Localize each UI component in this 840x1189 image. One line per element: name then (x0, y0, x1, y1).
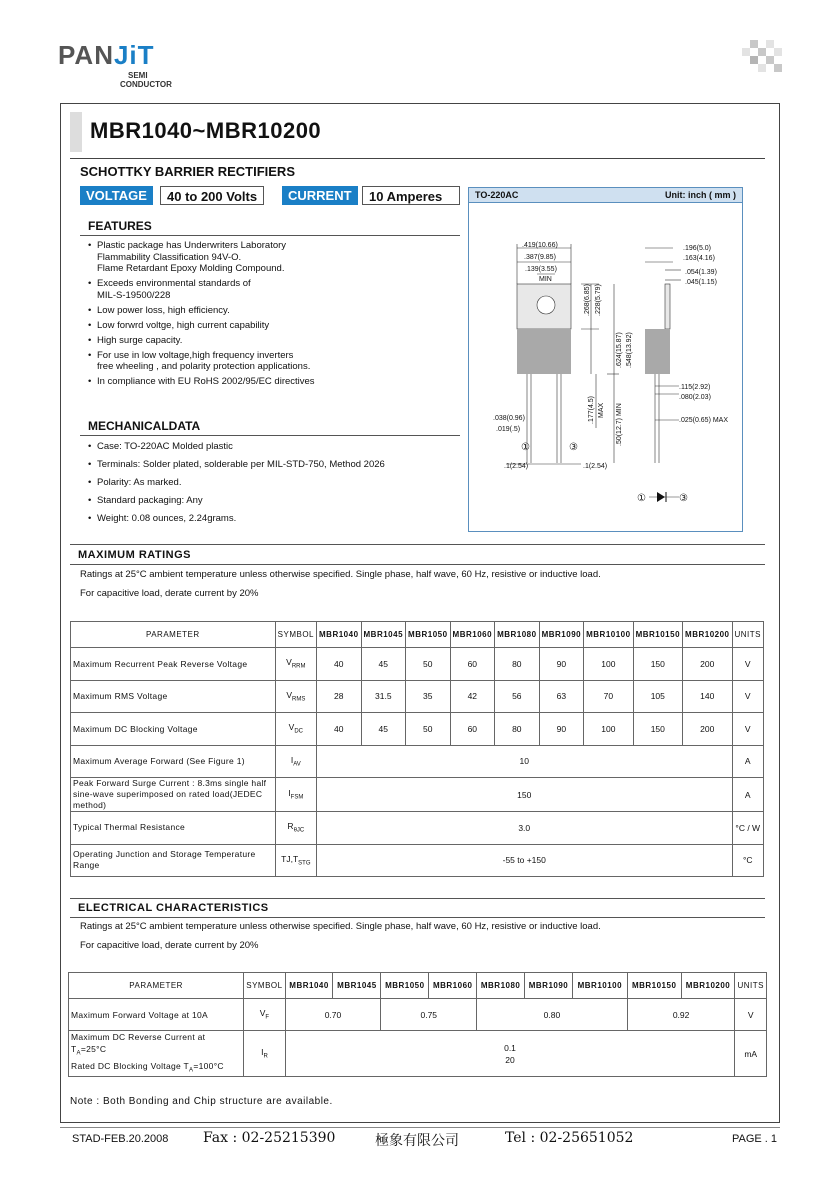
mechanical-item: • Case: TO-220AC Molded plastic (88, 441, 233, 452)
feature-item: free wheeling , and polarity protection applications. (97, 361, 311, 372)
mechanical-divider (80, 435, 460, 436)
symbol-cell: $V_{RRM}$ (275, 648, 316, 681)
value-cell: 100 (584, 713, 633, 746)
ir-symbol: $I_R$ (244, 1031, 285, 1077)
column-header: MBR1045 (361, 622, 406, 648)
param-cell: Operating Junction and Storage Temperature Range (71, 844, 276, 877)
dim-d6: .624(15.87) (616, 332, 623, 368)
dim-d19: .080(2.03) (679, 394, 711, 401)
max-ratings-rule (70, 564, 765, 565)
table-row (71, 680, 764, 713)
feature-item: Flammability Classification 94V-O. (97, 251, 242, 263)
dim-d3b: MIN (539, 276, 552, 283)
column-header: MBR10150 (633, 622, 682, 648)
column-header: MBR1090 (539, 622, 584, 648)
footer-page: PAGE . 1 (732, 1133, 778, 1145)
value-cell: 80 (495, 713, 540, 746)
diode-cathode-label: ③ (679, 493, 688, 504)
dim-d3: .139(3.55) (525, 266, 557, 273)
max-ratings-note-1: Ratings at 25°C ambient temperature unless otherwise specified. Single phase, half wave, 60 Hz, resistive or inductive load. (80, 569, 601, 580)
value-cell: 150 (317, 778, 733, 812)
column-header: SYMBOL (244, 973, 285, 999)
dim-d17: .045(1.15) (685, 279, 717, 286)
dim-d1: .419(10.66) (522, 242, 558, 249)
vf-unit: V (735, 999, 767, 1031)
vf-value-2: 0.75 (381, 999, 477, 1031)
table-row (71, 844, 764, 877)
voltage-label: VOLTAGE (80, 186, 153, 205)
value-cell: 140 (683, 680, 732, 713)
symbol-cell: $TJ,T_{STG}$ (275, 844, 316, 877)
value-cell: 200 (683, 648, 732, 681)
unit-cell: A (732, 745, 764, 778)
mechanical-item: • Terminals: Solder plated, solderable per MIL-STD-750, Method 2026 (88, 459, 385, 470)
value-cell: 150 (633, 648, 682, 681)
electrical-note-2: For capacitive load, derate current by 20% (80, 940, 259, 951)
value-cell: 50 (406, 713, 451, 746)
value-cell: 50 (406, 648, 451, 681)
column-header: MBR10150 (627, 973, 681, 999)
page-title: MBR1040~MBR10200 (90, 118, 322, 143)
feature-item: Flame Retardant Epoxy Molding Compound. (97, 263, 285, 274)
dim-d8b: MAX (598, 402, 605, 418)
value-cell: 105 (633, 680, 682, 713)
pin-1-label: ① (521, 442, 530, 453)
param-cell: Maximum RMS Voltage (71, 680, 276, 713)
dim-d9: .50(12.7) MIN (616, 403, 623, 446)
symbol-cell: $V_{DC}$ (275, 713, 316, 746)
voltage-value: 40 to 200 Volts (160, 186, 264, 205)
value-cell: 90 (539, 648, 584, 681)
footer-rule (60, 1127, 780, 1128)
column-header: UNITS (735, 973, 767, 999)
value-cell: 60 (450, 648, 495, 681)
param-cell: Maximum Recurrent Peak Reverse Voltage (71, 648, 276, 681)
value-cell: 70 (584, 680, 633, 713)
title-marker (70, 112, 82, 152)
max-ratings-top-rule (70, 544, 765, 545)
vf-symbol: $V_F$ (244, 999, 285, 1031)
package-outline-svg (469, 188, 744, 533)
unit-cell: V (732, 680, 764, 713)
value-cell: -55 to +150 (317, 844, 733, 877)
column-header: MBR1090 (525, 973, 573, 999)
symbol-cell: $V_{RMS}$ (275, 680, 316, 713)
symbol-cell: $I_{AV}$ (275, 745, 316, 778)
column-header: MBR1050 (381, 973, 429, 999)
value-cell: 150 (633, 713, 682, 746)
features-heading: FEATURES (88, 219, 152, 233)
table-row (71, 713, 764, 746)
column-header: MBR10100 (572, 973, 627, 999)
mechanical-item: • Weight: 0.08 ounces, 2.24grams. (88, 513, 237, 524)
dim-d8: .177(4.5) (588, 395, 595, 424)
electrical-table (68, 972, 767, 1077)
decorative-pattern (742, 40, 782, 80)
symbol-cell: $I_{FSM}$ (275, 778, 316, 812)
value-cell: 200 (683, 713, 732, 746)
value-cell: 56 (495, 680, 540, 713)
value-cell: 80 (495, 648, 540, 681)
electrical-note-1: Ratings at 25°C ambient temperature unless otherwise specified. Single phase, half wave, 60 Hz, resistive or inductive load. (80, 921, 601, 932)
dim-d12: .1(2.54) (504, 463, 529, 470)
feature-item: MIL-S-19500/228 (97, 289, 171, 301)
value-cell: 35 (406, 680, 451, 713)
value-cell: 90 (539, 713, 584, 746)
feature-item: • Low forwrd voltge, high current capability (88, 319, 270, 331)
package-name: TO-220AC (475, 190, 519, 200)
max-ratings-heading: MAXIMUM RATINGS (78, 549, 192, 561)
feature-item: • For use in low voltage,high frequency inverters (88, 349, 294, 361)
column-header: MBR1045 (333, 973, 381, 999)
column-header: MBR10200 (681, 973, 735, 999)
electrical-heading: ELECTRICAL CHARACTERISTICS (78, 902, 269, 914)
value-cell: 60 (450, 713, 495, 746)
logo-jit: JiT (113, 40, 155, 70)
value-cell: 42 (450, 680, 495, 713)
max-ratings-table (70, 621, 764, 877)
table-row (71, 745, 764, 778)
dim-d16: .054(1.39) (685, 269, 717, 276)
column-header: MBR10200 (683, 622, 732, 648)
column-header: MBR1050 (406, 622, 451, 648)
vf-param: Maximum Forward Voltage at 10A (69, 999, 244, 1031)
electrical-top-rule (70, 898, 765, 899)
value-cell: 63 (539, 680, 584, 713)
table-row (69, 1031, 767, 1077)
unit-cell: °C (732, 844, 764, 877)
pin-3-label: ③ (569, 442, 578, 453)
features-divider (80, 235, 460, 236)
vf-value-4: 0.92 (627, 999, 735, 1031)
dim-d14: .196(5.0) (683, 245, 712, 252)
footer-doc-id: STAD-FEB.20.2008 (72, 1133, 169, 1145)
mechanical-item: • Standard packaging: Any (88, 495, 203, 506)
value-cell: 45 (361, 648, 406, 681)
max-ratings-note-2: For capacitive load, derate current by 20% (80, 588, 259, 599)
footer-fax: Fax : 02-25215390 (203, 1130, 336, 1146)
package-drawing (468, 187, 743, 532)
ir-param: Maximum DC Reverse Current at $T_A=25^\circ C$ Rated DC Blocking Voltage $T_A=100^\circ C$ (69, 1031, 244, 1077)
feature-item: • Low power loss, high efficiency. (88, 304, 230, 316)
symbol-cell: $R_{\theta JC}$ (275, 812, 316, 845)
param-cell: Maximum Average Forward (See Figure 1) (71, 745, 276, 778)
param-cell: Maximum DC Blocking Voltage (71, 713, 276, 746)
table-row (69, 999, 767, 1031)
current-label: CURRENT (282, 186, 358, 205)
column-header: SYMBOL (275, 622, 316, 648)
column-header: PARAMETER (71, 622, 276, 648)
dim-d2: .387(9.85) (524, 254, 556, 261)
dim-d18: .115(2.92) (679, 384, 711, 391)
unit-cell: A (732, 778, 764, 812)
column-header: UNITS (732, 622, 764, 648)
column-header: MBR1040 (285, 973, 333, 999)
diode-anode-label: ① (637, 493, 646, 504)
current-value: 10 Amperes (362, 186, 460, 205)
feature-item: • Plastic package has Underwriters Laboratory (88, 240, 287, 251)
dim-d13: .1(2.54) (583, 463, 608, 470)
table-row (71, 812, 764, 845)
footer-tel: Tel : 02-25651052 (505, 1130, 634, 1146)
column-header: MBR10100 (584, 622, 633, 648)
package-unit: Unit: inch ( mm ) (665, 190, 736, 200)
dim-d4: .268(6.85) (584, 284, 591, 316)
feature-item: • High surge capacity. (88, 334, 183, 346)
unit-cell: V (732, 648, 764, 681)
table-row (71, 778, 764, 812)
mechanical-heading: MECHANICALDATA (88, 419, 201, 433)
column-header: MBR1060 (450, 622, 495, 648)
electrical-rule (70, 917, 765, 918)
value-cell: 28 (317, 680, 362, 713)
unit-cell: V (732, 713, 764, 746)
page-subtitle: SCHOTTKY BARRIER RECTIFIERS (80, 164, 295, 179)
ir-unit: mA (735, 1031, 767, 1077)
param-cell: Peak Forward Surge Current : 8.3ms single half sine-wave superimposed on rated load(JEDEC method) (71, 778, 276, 812)
ir-values: 0.1 20 (285, 1031, 735, 1077)
value-cell: 100 (584, 648, 633, 681)
value-cell: 45 (361, 713, 406, 746)
column-header: PARAMETER (69, 973, 244, 999)
package-body (517, 329, 571, 374)
dim-d7: .548(13.92) (626, 332, 633, 368)
dim-d10: .038(0.96) (493, 415, 525, 422)
value-cell: 3.0 (317, 812, 733, 845)
value-cell: 31.5 (361, 680, 406, 713)
value-cell: 40 (317, 648, 362, 681)
dim-d11: .019(.5) (496, 426, 521, 433)
unit-cell: °C / W (732, 812, 764, 845)
feature-item: • Exceeds environmental standards of (88, 278, 251, 289)
logo-pan: PAN (58, 40, 114, 70)
footer-company: 極象有限公司 (375, 1133, 459, 1149)
logo-conductor: CONDUCTOR (120, 80, 172, 89)
brand-logo (58, 40, 172, 89)
column-header: MBR1080 (477, 973, 525, 999)
package-mount-hole (537, 296, 555, 314)
feature-item: • In compliance with EU RoHS 2002/95/EC directives (88, 376, 315, 387)
vf-value-1: 0.70 (285, 999, 381, 1031)
value-cell: 10 (317, 745, 733, 778)
vf-value-3: 0.80 (477, 999, 628, 1031)
column-header: MBR1080 (495, 622, 540, 648)
logo-semi: SEMI (128, 71, 148, 80)
value-cell: 40 (317, 713, 362, 746)
title-divider (70, 158, 765, 159)
param-cell: Typical Thermal Resistance (71, 812, 276, 845)
column-header: MBR1040 (317, 622, 362, 648)
table-row (71, 648, 764, 681)
footnote: Note : Both Bonding and Chip structure are available. (70, 1096, 333, 1107)
column-header: MBR1060 (429, 973, 477, 999)
mechanical-item: • Polarity: As marked. (88, 477, 182, 488)
dim-d15: .163(4.16) (683, 255, 715, 262)
dim-d20: .025(0.65) MAX (679, 417, 729, 424)
dim-d5: .228(5.79) (595, 284, 602, 316)
